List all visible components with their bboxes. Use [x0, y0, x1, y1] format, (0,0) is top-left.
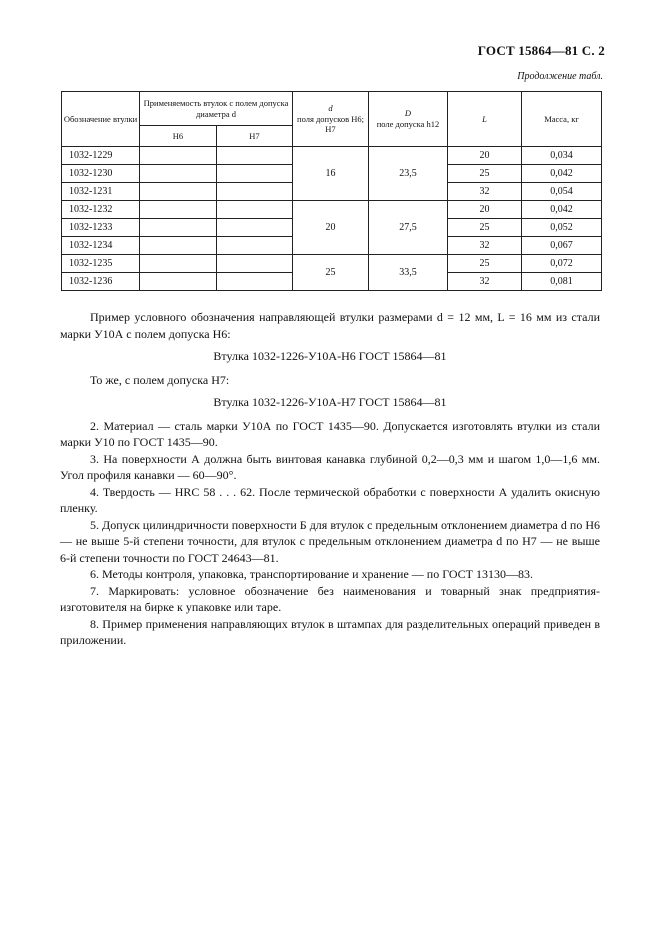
D-cell: 33,5	[369, 255, 448, 291]
designation-cell: 1032-1236	[62, 273, 140, 291]
h7-cell	[217, 219, 293, 237]
h7-cell	[217, 273, 293, 291]
header-D-desc: поле допуска h12	[376, 119, 440, 129]
paragraph-3: 3. На поверхности А должна быть винтовая канавка глубиной 0,2—0,3 мм и шагом 1,0—1,6 мм. Угол профиля канавки — 60—90°.	[60, 451, 600, 482]
mass-cell: 0,052	[522, 219, 602, 237]
h6-cell	[140, 219, 217, 237]
table-row	[62, 147, 602, 165]
paragraph-6: 6. Методы контроля, упаковка, транспортирование и хранение — по ГОСТ 13130—83.	[90, 567, 534, 581]
header-D	[369, 92, 448, 147]
mass-cell: 0,034	[522, 147, 602, 165]
h6-cell	[140, 201, 217, 219]
example-designation-h6: Втулка 1032-1226-У10А-Н6 ГОСТ 15864—81	[213, 349, 447, 363]
header-mass: Масса, кг	[522, 92, 602, 147]
body-text	[60, 309, 600, 649]
example-designation-h7: Втулка 1032-1226-У10А-Н7 ГОСТ 15864—81	[213, 395, 447, 409]
L-cell: 20	[448, 201, 522, 219]
mass-cell: 0,072	[522, 255, 602, 273]
h7-cell	[217, 201, 293, 219]
header-applicability: Применяемость втулок с полем допуска диаметра d	[140, 92, 293, 126]
paragraph-4: 4. Твердость — HRC 58 . . . 62. После термической обработки с поверхности А удалить окисную пленку.	[60, 484, 600, 515]
designation-cell: 1032-1230	[62, 165, 140, 183]
header-h6: Н6	[140, 126, 217, 147]
header-D-symbol: D	[404, 108, 412, 119]
example-intro: Пример условного обозначения направляющей втулки размерами d = 12 мм, L = 16 мм из стали марки У10А с полем допуска Н6:	[60, 310, 600, 341]
table-row	[62, 201, 602, 219]
paragraph-7: 7. Маркировать: условное обозначение без наименования и товарный знак предприятия-изготовителя на бирке к упаковке или таре.	[60, 583, 600, 614]
designation-cell: 1032-1235	[62, 255, 140, 273]
table-continued-label: Продолжение табл.	[517, 71, 603, 82]
h6-cell	[140, 273, 217, 291]
L-cell: 25	[448, 165, 522, 183]
mass-cell: 0,042	[522, 165, 602, 183]
h6-cell	[140, 255, 217, 273]
header-d-symbol: d	[328, 103, 333, 114]
header-d-desc: поля допусков Н6; Н7	[297, 113, 364, 135]
designation-cell: 1032-1231	[62, 183, 140, 201]
designation-cell: 1032-1232	[62, 201, 140, 219]
designation-cell: 1032-1229	[62, 147, 140, 165]
header-d	[293, 92, 369, 147]
designation-cell: 1032-1234	[62, 237, 140, 255]
designation-cell: 1032-1233	[62, 219, 140, 237]
L-cell: 32	[448, 237, 522, 255]
L-cell: 32	[448, 183, 522, 201]
h7-cell	[217, 237, 293, 255]
L-cell: 20	[448, 147, 522, 165]
L-cell: 25	[448, 219, 522, 237]
h6-cell	[140, 237, 217, 255]
h7-cell	[217, 255, 293, 273]
mass-cell: 0,081	[522, 273, 602, 291]
header-designation: Обозначение втулки	[62, 92, 140, 147]
mass-cell: 0,054	[522, 183, 602, 201]
h7-cell	[217, 147, 293, 165]
D-cell: 23,5	[369, 147, 448, 201]
page-header: ГОСТ 15864—81 С. 2	[477, 43, 605, 58]
same-with-h7: То же, с полем допуска Н7:	[90, 372, 230, 387]
paragraph-8: 8. Пример применения направляющих втулок в штампах для разделительных операций приведен в приложении.	[60, 616, 600, 647]
h7-cell	[217, 183, 293, 201]
D-cell: 27,5	[369, 201, 448, 255]
header-L: L	[448, 92, 522, 147]
d-cell: 20	[293, 201, 369, 255]
table-row	[62, 255, 602, 273]
mass-cell: 0,067	[522, 237, 602, 255]
h6-cell	[140, 183, 217, 201]
paragraph-2: 2. Материал — сталь марки У10А по ГОСТ 1435—90. Допускается изготовлять втулки из стали марки У10 по ГОСТ 1435—90.	[60, 418, 600, 449]
bushing-table	[61, 91, 602, 291]
h6-cell	[140, 165, 217, 183]
d-cell: 16	[293, 147, 369, 201]
L-cell: 25	[448, 255, 522, 273]
h7-cell	[217, 165, 293, 183]
L-cell: 32	[448, 273, 522, 291]
h6-cell	[140, 147, 217, 165]
mass-cell: 0,042	[522, 201, 602, 219]
paragraph-5: 5. Допуск цилиндричности поверхности Б для втулок с предельным отклонением диаметра d по Н6 — не выше 5-й степени точности, для втулок с предельным отклонением диаметра d по Н7 — не выше 6-й степени точности по ГОСТ 24643—81.	[60, 517, 600, 565]
d-cell: 25	[293, 255, 369, 291]
header-h7: Н7	[217, 126, 293, 147]
